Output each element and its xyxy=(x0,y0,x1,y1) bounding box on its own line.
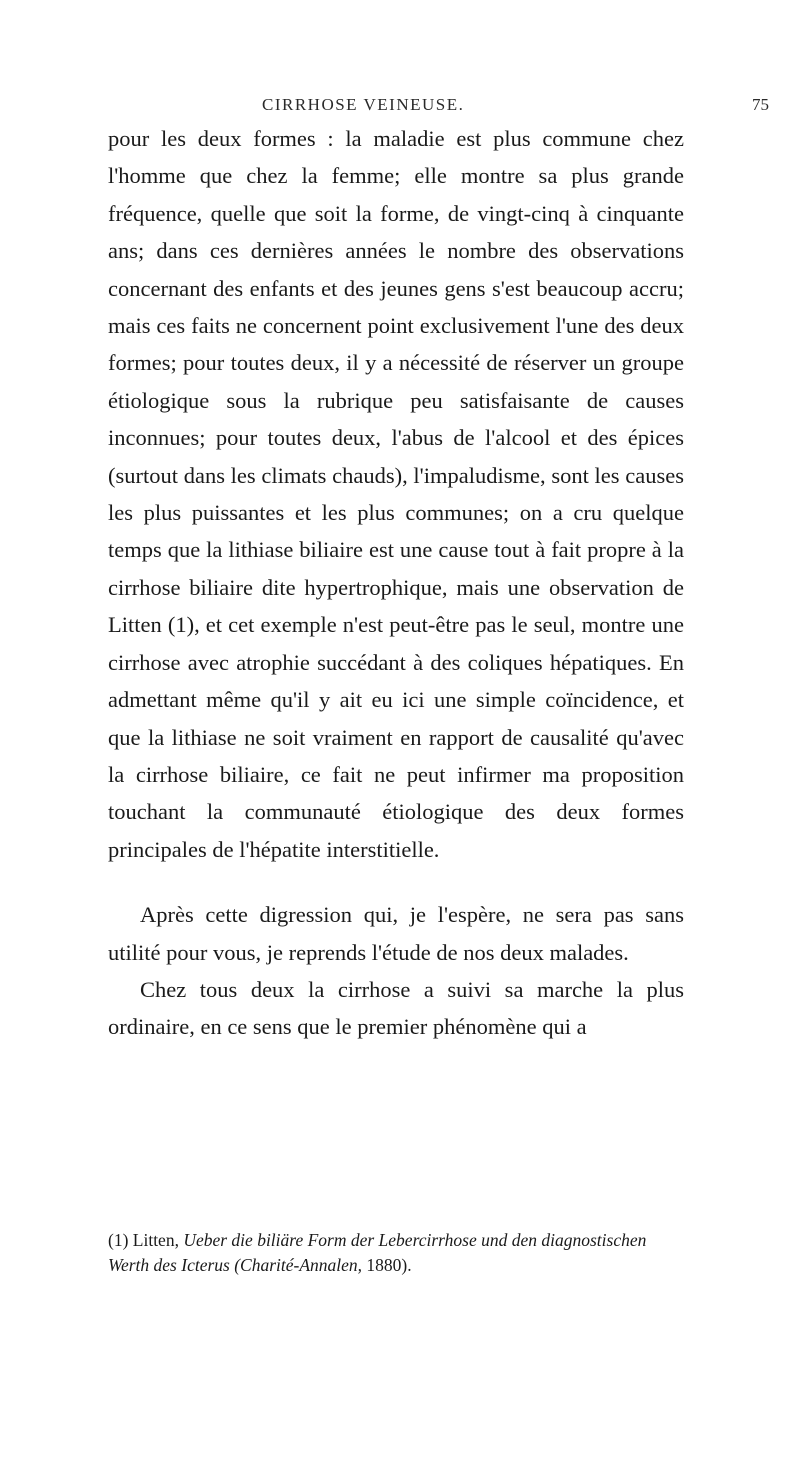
footnote-author: Litten, xyxy=(132,1230,179,1250)
paragraph-continuation: pour les deux formes : la maladie est plus commune chez l'homme que chez la femme; elle montre sa plus grande fréquence, quelle que soit la forme, de vingt-cinq à cinquante ans; dans ces dernières années le nombre des observations concernant des enfants et des jeunes gens s'est beaucoup accru; mais ces faits ne concernent point exclusivement l'une des deux formes; pour toutes deux, il y a nécessité de réserver un groupe étiologique sous la rubrique peu satisfaisante de causes inconnues; pour toutes deux, l'abus de l'alcool et des épices (surtout dans les climats chauds), l'impaludisme, sont les causes les plus puissantes et les plus communes; on a cru quelque temps que la lithiase biliaire est une cause tout à fait propre à la cirrhose biliaire dite hypertrophique, mais une observation de Litten (1), et cet exemple n'est peut-être pas le seul, montre une cirrhose avec atrophie succédant à des coliques hépatiques. En admettant même qu'il y ait eu ici une simple coïncidence, et que la lithiase ne soit vraiment en rapport de causalité qu'avec la cirrhose biliaire, ce fait ne peut infirmer ma proposition touchant la communauté étiologique des deux formes principales de l'hépatite interstitielle. xyxy=(108,126,684,862)
footnote-year: 1880). xyxy=(366,1255,412,1275)
running-title: CIRRHOSE VEINEUSE. xyxy=(262,95,465,114)
footnote-source: (Charité-Annalen, xyxy=(234,1255,363,1275)
footnote xyxy=(108,1228,684,1278)
footnote-marker: (1) xyxy=(108,1230,129,1250)
paragraph-digression: Après cette digression qui, je l'espère, ne sera pas sans utilité pour vous, je reprends l'étude de nos deux malades. xyxy=(108,902,684,965)
page-number: 75 xyxy=(752,95,769,114)
footnote-title: Ueber die biliäre Form der Lebercirrhose und den diagnostischen Werth des Icterus xyxy=(108,1230,647,1275)
paragraph-cirrhosis-course: Chez tous deux la cirrhose a suivi sa marche la plus ordinaire, en ce sens que le premier phénomène qui a xyxy=(108,976,684,1040)
main-text xyxy=(108,120,684,1046)
